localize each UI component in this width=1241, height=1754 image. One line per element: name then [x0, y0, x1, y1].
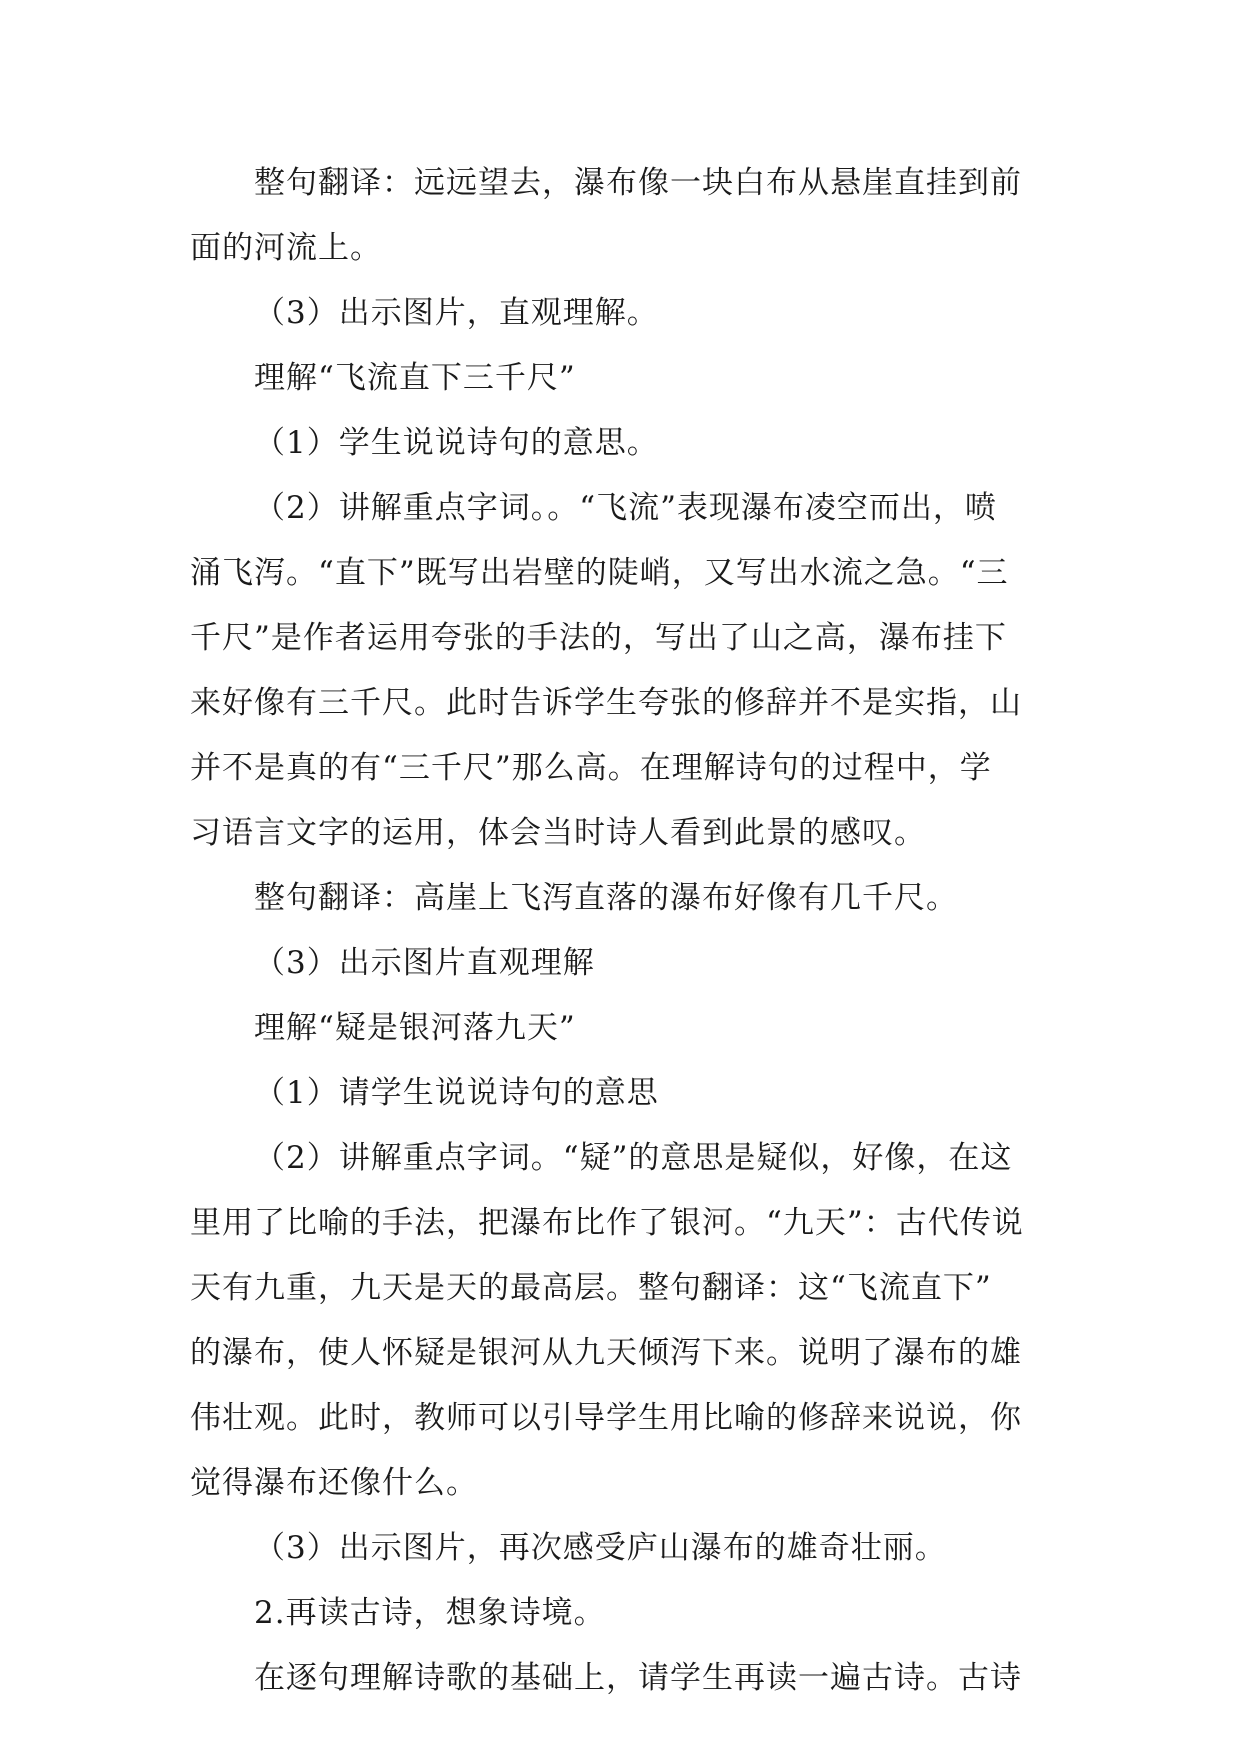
- text-line: 习语言文字的运用，体会当时诗人看到此景的感叹。: [190, 815, 926, 851]
- text-line: 并不是真的有“三千尺”那么高。在理解诗句的过程中，学: [190, 750, 992, 786]
- text-line: （3）出示图片，再次感受庐山瀑布的雄奇壮丽。: [254, 1530, 947, 1566]
- text-line: （2）讲解重点字词。“疑”的意思是疑似，好像，在这: [254, 1140, 1013, 1176]
- text-line: 里用了比喻的手法，把瀑布比作了银河。“九天”：古代传说: [190, 1205, 1024, 1241]
- text-line: （1）学生说说诗句的意思。: [254, 425, 659, 461]
- text-line: 的瀑布，使人怀疑是银河从九天倾泻下来。说明了瀑布的雄: [190, 1335, 1022, 1371]
- text-line: 2.再读古诗，想象诗境。: [254, 1595, 606, 1631]
- text-line: （2）讲解重点字词。。“飞流”表现瀑布凌空而出，喷: [254, 490, 997, 526]
- text-line: 在逐句理解诗歌的基础上，请学生再读一遍古诗。古诗: [254, 1660, 1022, 1696]
- text-line: 伟壮观。此时，教师可以引导学生用比喻的修辞来说说，你: [190, 1400, 1022, 1436]
- text-line: （3）出示图片直观理解: [254, 945, 595, 981]
- text-line: 整句翻译：远远望去，瀑布像一块白布从悬崖直挂到前: [254, 165, 1022, 201]
- text-line: 理解“飞流直下三千尺”: [254, 360, 576, 396]
- text-line: 天有九重，九天是天的最高层。整句翻译：这“飞流直下”: [190, 1270, 992, 1306]
- text-line: 整句翻译：高崖上飞泻直落的瀑布好像有几千尺。: [254, 880, 958, 916]
- text-line: 理解“疑是银河落九天”: [254, 1010, 576, 1046]
- text-line: 来好像有三千尺。此时告诉学生夸张的修辞并不是实指，山: [190, 685, 1022, 721]
- text-line: 面的河流上。: [190, 230, 382, 266]
- text-line: （1）请学生说说诗句的意思: [254, 1075, 659, 1111]
- text-line: 千尺”是作者运用夸张的手法的，写出了山之高，瀑布挂下: [190, 620, 1007, 656]
- document-body: [190, 151, 1052, 1711]
- text-line: （3）出示图片，直观理解。: [254, 295, 659, 331]
- text-line: 觉得瀑布还像什么。: [190, 1465, 478, 1501]
- text-line: 涌飞泻。“直下”既写出岩壁的陡峭，又写出水流之急。“三: [190, 555, 1009, 591]
